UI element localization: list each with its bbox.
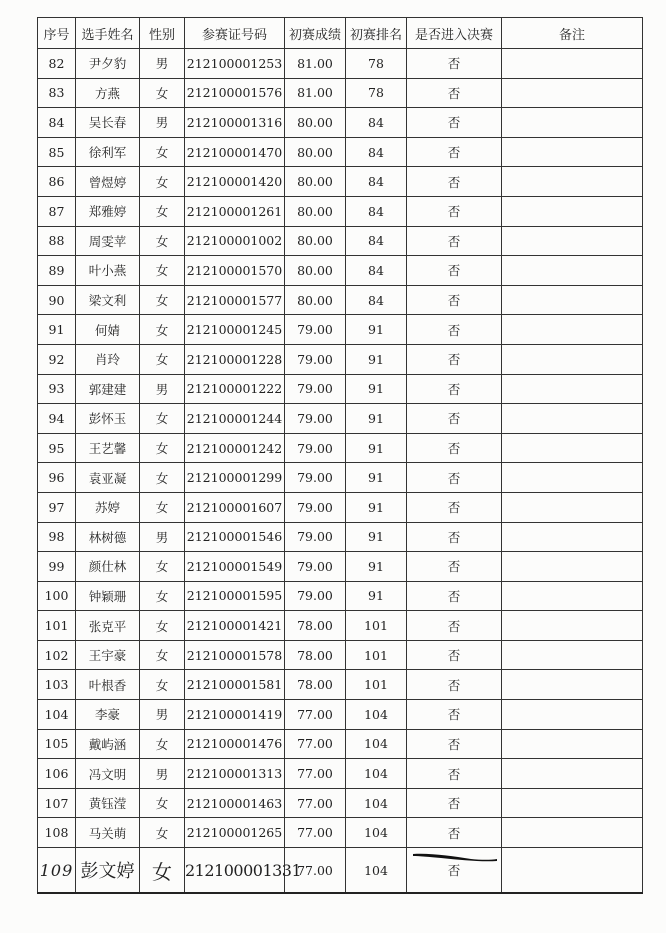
sex-cell: 男: [140, 49, 185, 79]
row-number-cell: 85: [38, 137, 76, 167]
table-row: [38, 167, 643, 197]
note-cell: [502, 611, 643, 641]
note-cell: [502, 848, 643, 894]
sex-cell: 女: [140, 404, 185, 434]
score-cell: 78.00: [285, 640, 346, 670]
name-cell: 方燕: [76, 78, 140, 108]
table-row: [38, 552, 643, 582]
score-cell: 79.00: [285, 581, 346, 611]
note-cell: [502, 492, 643, 522]
table-row: [38, 581, 643, 611]
final-status-cell: 否: [407, 640, 502, 670]
row-number-cell: 90: [38, 285, 76, 315]
table-row: [38, 137, 643, 167]
name-cell: 叶小燕: [76, 256, 140, 286]
name-cell: 冯文明: [76, 759, 140, 789]
table-row: [38, 374, 643, 404]
note-cell: [502, 49, 643, 79]
score-cell: 77.00: [285, 700, 346, 730]
score-cell: 79.00: [285, 315, 346, 345]
name-cell: 苏婷: [76, 492, 140, 522]
table-row: [38, 285, 643, 315]
table-row: [38, 611, 643, 641]
score-cell: 77.00: [285, 729, 346, 759]
table-row: [38, 49, 643, 79]
score-cell: 80.00: [285, 256, 346, 286]
sex-cell: 女: [140, 552, 185, 582]
entry-id-cell: 212100001578: [185, 640, 285, 670]
note-cell: [502, 552, 643, 582]
ink-smudge-mark: [411, 851, 499, 863]
sex-cell: 男: [140, 700, 185, 730]
row-number-cell: 109: [38, 848, 76, 894]
note-cell: [502, 315, 643, 345]
name-cell: 梁文利: [76, 285, 140, 315]
sex-cell: 女: [140, 433, 185, 463]
final-status-cell: 否: [407, 374, 502, 404]
note-cell: [502, 788, 643, 818]
note-cell: [502, 256, 643, 286]
rank-cell: 104: [346, 848, 407, 894]
entry-id-cell: 212100001476: [185, 729, 285, 759]
rank-cell: 84: [346, 108, 407, 138]
entry-id-cell: 212100001242: [185, 433, 285, 463]
table-row: [38, 759, 643, 789]
score-cell: 81.00: [285, 49, 346, 79]
entry-id-cell: 212100001299: [185, 463, 285, 493]
entry-id-cell: 212100001549: [185, 552, 285, 582]
sex-cell: 女: [140, 256, 185, 286]
rank-cell: 104: [346, 700, 407, 730]
entry-id-cell: 212100001265: [185, 818, 285, 848]
note-cell: [502, 463, 643, 493]
sex-cell: 男: [140, 522, 185, 552]
sex-cell: 女: [140, 285, 185, 315]
table-row: [38, 196, 643, 226]
score-cell: 77.00: [285, 818, 346, 848]
row-number-cell: 106: [38, 759, 76, 789]
final-status-cell: 否: [407, 492, 502, 522]
table-row: [38, 700, 643, 730]
final-status-cell: 否: [407, 167, 502, 197]
table-row: [38, 729, 643, 759]
sex-cell: 女: [140, 492, 185, 522]
table-row: [38, 108, 643, 138]
rank-cell: 101: [346, 670, 407, 700]
final-status-cell: 否: [407, 463, 502, 493]
table-row: [38, 640, 643, 670]
sex-cell: 男: [140, 374, 185, 404]
name-cell: 颜仕林: [76, 552, 140, 582]
table-row: [38, 404, 643, 434]
note-cell: [502, 78, 643, 108]
table-row: [38, 818, 643, 848]
row-number-cell: 88: [38, 226, 76, 256]
header-note: 备注: [502, 18, 643, 49]
row-number-cell: 101: [38, 611, 76, 641]
note-cell: [502, 167, 643, 197]
note-cell: [502, 285, 643, 315]
final-status-cell: 否: [407, 433, 502, 463]
table-row: [38, 492, 643, 522]
score-cell: 80.00: [285, 226, 346, 256]
row-number-cell: 86: [38, 167, 76, 197]
entry-id-cell: 212100001228: [185, 344, 285, 374]
note-cell: [502, 640, 643, 670]
row-number-cell: 97: [38, 492, 76, 522]
rank-cell: 104: [346, 729, 407, 759]
rank-cell: 104: [346, 818, 407, 848]
row-number-cell: 95: [38, 433, 76, 463]
entry-id-cell: 212100001577: [185, 285, 285, 315]
entry-id-cell: 212100001570: [185, 256, 285, 286]
row-number-cell: 108: [38, 818, 76, 848]
entry-id-cell: 212100001420: [185, 167, 285, 197]
sex-cell: 女: [140, 167, 185, 197]
rank-cell: 91: [346, 315, 407, 345]
entry-id-cell: 212100001546: [185, 522, 285, 552]
name-cell: 吴长春: [76, 108, 140, 138]
sex-cell: 女: [140, 463, 185, 493]
sex-cell: 男: [140, 108, 185, 138]
rank-cell: 91: [346, 404, 407, 434]
entry-id-cell: 212100001595: [185, 581, 285, 611]
row-number-cell: 104: [38, 700, 76, 730]
entry-id-cell: 212100001253: [185, 49, 285, 79]
note-cell: [502, 433, 643, 463]
entry-id-cell: 212100001419: [185, 700, 285, 730]
row-number-cell: 100: [38, 581, 76, 611]
row-number-cell: 98: [38, 522, 76, 552]
rank-cell: 91: [346, 581, 407, 611]
final-status-cell: 否: [407, 759, 502, 789]
name-cell: 黄钰滢: [76, 788, 140, 818]
row-number-cell: 96: [38, 463, 76, 493]
entry-id-cell: 212100001313: [185, 759, 285, 789]
rank-cell: 84: [346, 256, 407, 286]
name-cell: 袁亚凝: [76, 463, 140, 493]
rank-cell: 91: [346, 463, 407, 493]
score-cell: 79.00: [285, 463, 346, 493]
row-number-cell: 89: [38, 256, 76, 286]
row-number-cell: 99: [38, 552, 76, 582]
note-cell: [502, 137, 643, 167]
score-cell: 78.00: [285, 611, 346, 641]
entry-id-cell: 212100001002: [185, 226, 285, 256]
table-row: [38, 522, 643, 552]
name-cell: 曾煜婷: [76, 167, 140, 197]
rank-cell: 101: [346, 640, 407, 670]
score-cell: 80.00: [285, 196, 346, 226]
rank-cell: 91: [346, 433, 407, 463]
table-row: [38, 78, 643, 108]
row-number-cell: 102: [38, 640, 76, 670]
header-no: 序号: [38, 18, 76, 49]
header-final: 是否进入决赛: [407, 18, 502, 49]
score-cell: 79.00: [285, 374, 346, 404]
final-status-cell: 否: [407, 404, 502, 434]
score-cell: 79.00: [285, 552, 346, 582]
sex-cell: 女: [140, 196, 185, 226]
rank-cell: 78: [346, 49, 407, 79]
sex-cell: 女: [140, 640, 185, 670]
final-status-cell: 否: [407, 78, 502, 108]
note-cell: [502, 818, 643, 848]
name-cell: 彭文婷: [76, 848, 140, 894]
final-status-cell: 否: [407, 285, 502, 315]
table-row: [38, 344, 643, 374]
final-status-cell: 否: [407, 848, 502, 894]
final-status-cell: 否: [407, 344, 502, 374]
table-row: [38, 788, 643, 818]
final-status-cell: 否: [407, 729, 502, 759]
entry-id-cell: 212100001576: [185, 78, 285, 108]
row-number-cell: 87: [38, 196, 76, 226]
score-cell: 81.00: [285, 78, 346, 108]
rank-cell: 84: [346, 226, 407, 256]
entry-id-cell: 212100001463: [185, 788, 285, 818]
score-cell: 80.00: [285, 167, 346, 197]
name-cell: 郑雅婷: [76, 196, 140, 226]
rank-cell: 78: [346, 78, 407, 108]
score-cell: 79.00: [285, 433, 346, 463]
rank-cell: 91: [346, 522, 407, 552]
final-status-cell: 否: [407, 49, 502, 79]
row-number-cell: 84: [38, 108, 76, 138]
sex-cell: 女: [140, 344, 185, 374]
table-row: [38, 433, 643, 463]
header-name: 选手姓名: [76, 18, 140, 49]
name-cell: 尹夕豹: [76, 49, 140, 79]
name-cell: 周雯苹: [76, 226, 140, 256]
score-cell: 80.00: [285, 285, 346, 315]
name-cell: 王艺馨: [76, 433, 140, 463]
entry-id-cell: 212100001470: [185, 137, 285, 167]
rank-cell: 101: [346, 611, 407, 641]
entry-id-cell: 212100001261: [185, 196, 285, 226]
final-status-cell: 否: [407, 700, 502, 730]
entry-id-cell: 212100001222: [185, 374, 285, 404]
name-cell: 何婧: [76, 315, 140, 345]
table-row: [38, 670, 643, 700]
header-score: 初赛成绩: [285, 18, 346, 49]
sex-cell: 女: [140, 315, 185, 345]
header-rank: 初赛排名: [346, 18, 407, 49]
score-cell: 77.00: [285, 848, 346, 894]
score-cell: 80.00: [285, 137, 346, 167]
row-number-cell: 91: [38, 315, 76, 345]
name-cell: 林树德: [76, 522, 140, 552]
row-number-cell: 83: [38, 78, 76, 108]
note-cell: [502, 404, 643, 434]
rank-cell: 104: [346, 759, 407, 789]
sex-cell: 女: [140, 78, 185, 108]
final-status-cell: 否: [407, 670, 502, 700]
name-cell: 张克平: [76, 611, 140, 641]
entry-id-cell: 212100001244: [185, 404, 285, 434]
score-cell: 77.00: [285, 759, 346, 789]
note-cell: [502, 344, 643, 374]
name-cell: 郭建建: [76, 374, 140, 404]
row-number-cell: 93: [38, 374, 76, 404]
final-status-cell: 否: [407, 256, 502, 286]
score-cell: 80.00: [285, 108, 346, 138]
rank-cell: 104: [346, 788, 407, 818]
row-number-cell: 82: [38, 49, 76, 79]
name-cell: 戴屿涵: [76, 729, 140, 759]
header-sex: 性别: [140, 18, 185, 49]
row-number-cell: 105: [38, 729, 76, 759]
rank-cell: 84: [346, 285, 407, 315]
table-row: [38, 315, 643, 345]
rank-cell: 84: [346, 137, 407, 167]
entry-id-cell: 212100001607: [185, 492, 285, 522]
name-cell: 徐利军: [76, 137, 140, 167]
entry-id-cell: 212100001421: [185, 611, 285, 641]
note-cell: [502, 581, 643, 611]
sex-cell: 女: [140, 848, 185, 894]
note-cell: [502, 522, 643, 552]
final-status-cell: 否: [407, 137, 502, 167]
name-cell: 叶根香: [76, 670, 140, 700]
rank-cell: 91: [346, 344, 407, 374]
row-number-cell: 94: [38, 404, 76, 434]
rank-cell: 91: [346, 552, 407, 582]
final-status-cell: 否: [407, 315, 502, 345]
name-cell: 肖玲: [76, 344, 140, 374]
final-status-cell: 否: [407, 611, 502, 641]
note-cell: [502, 670, 643, 700]
note-cell: [502, 374, 643, 404]
name-cell: 马关萌: [76, 818, 140, 848]
sex-cell: 男: [140, 759, 185, 789]
table-body: [38, 49, 643, 894]
score-cell: 79.00: [285, 522, 346, 552]
score-cell: 78.00: [285, 670, 346, 700]
score-cell: 79.00: [285, 344, 346, 374]
final-status-cell: 否: [407, 522, 502, 552]
row-number-cell: 103: [38, 670, 76, 700]
final-status-cell: 否: [407, 196, 502, 226]
row-number-cell: 92: [38, 344, 76, 374]
sex-cell: 女: [140, 788, 185, 818]
table-row: [38, 256, 643, 286]
table-row: [38, 226, 643, 256]
name-cell: 钟颖珊: [76, 581, 140, 611]
sex-cell: 女: [140, 581, 185, 611]
entry-id-cell: 212100001316: [185, 108, 285, 138]
row-number-cell: 107: [38, 788, 76, 818]
final-status-cell: 否: [407, 581, 502, 611]
sex-cell: 女: [140, 670, 185, 700]
score-cell: 79.00: [285, 492, 346, 522]
name-cell: 王宇豪: [76, 640, 140, 670]
sex-cell: 女: [140, 226, 185, 256]
rank-cell: 91: [346, 492, 407, 522]
final-status-cell: 否: [407, 552, 502, 582]
rank-cell: 84: [346, 167, 407, 197]
note-cell: [502, 759, 643, 789]
header-id: 参赛证号码: [185, 18, 285, 49]
sex-cell: 女: [140, 137, 185, 167]
note-cell: [502, 196, 643, 226]
note-cell: [502, 729, 643, 759]
note-cell: [502, 108, 643, 138]
note-cell: [502, 226, 643, 256]
final-status-cell: 否: [407, 108, 502, 138]
table-header-row: [38, 18, 643, 49]
name-cell: 彭怀玉: [76, 404, 140, 434]
table-row: [38, 463, 643, 493]
final-status-cell: 否: [407, 818, 502, 848]
final-status-cell: 否: [407, 226, 502, 256]
results-table: [37, 17, 643, 894]
name-cell: 李豪: [76, 700, 140, 730]
rank-cell: 84: [346, 196, 407, 226]
sex-cell: 女: [140, 818, 185, 848]
sex-cell: 女: [140, 611, 185, 641]
score-cell: 77.00: [285, 788, 346, 818]
table-row: [38, 848, 643, 894]
sex-cell: 女: [140, 729, 185, 759]
score-cell: 79.00: [285, 404, 346, 434]
entry-id-cell: 212100001581: [185, 670, 285, 700]
rank-cell: 91: [346, 374, 407, 404]
entry-id-cell: 212100001331: [185, 848, 285, 894]
note-cell: [502, 700, 643, 730]
entry-id-cell: 212100001245: [185, 315, 285, 345]
final-status-cell: 否: [407, 788, 502, 818]
